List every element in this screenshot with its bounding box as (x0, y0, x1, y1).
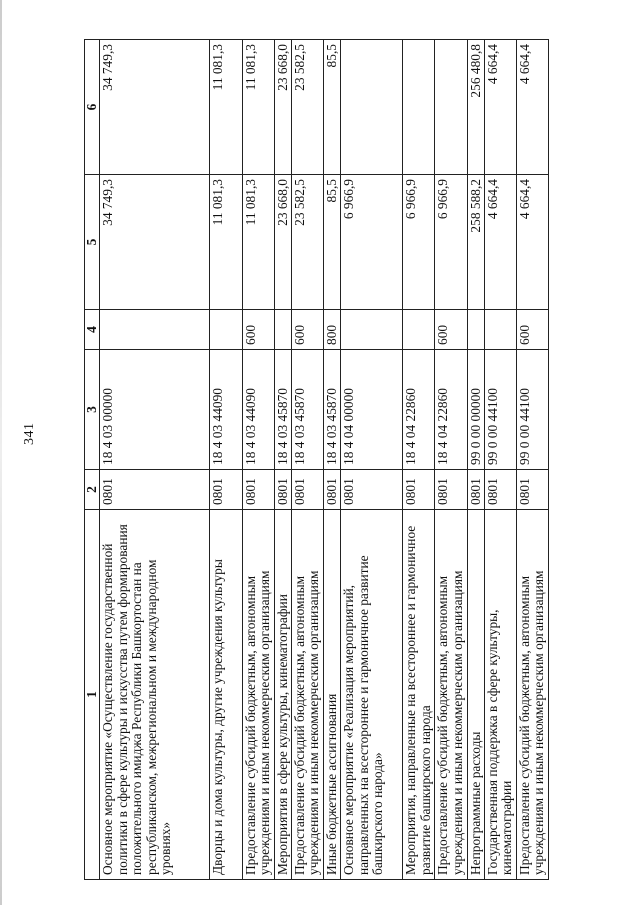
row-target-code: 99 0 00 00000 (467, 350, 484, 470)
row-value-5: 85,5 (323, 175, 340, 310)
row-expense-type: 600 (242, 310, 274, 350)
row-section: 0801 (242, 470, 274, 510)
row-target-code: 18 4 03 00000 (100, 350, 210, 470)
row-value-6 (403, 40, 435, 175)
scan-edge (0, 0, 2, 905)
table-row (242, 40, 274, 880)
header-col-5: 5 (85, 175, 100, 310)
header-col-4: 4 (85, 310, 100, 350)
row-section: 0801 (467, 470, 484, 510)
row-name: Непрограммные расходы (467, 510, 484, 880)
row-name: Мероприятия, направленные на всестороннее и гармоничное развитие башкирского народа (403, 510, 435, 880)
row-section: 0801 (341, 470, 403, 510)
row-expense-type (484, 310, 516, 350)
row-section: 0801 (516, 470, 548, 510)
row-expense-type (274, 310, 291, 350)
table-row (323, 40, 340, 880)
row-value-6 (435, 40, 467, 175)
row-name: Государственная поддержка в сфере культуры, кинематографии (484, 510, 516, 880)
row-value-6: 256 480,8 (467, 40, 484, 175)
row-section: 0801 (435, 470, 467, 510)
table-row (100, 40, 210, 880)
header-col-1: 1 (85, 510, 100, 880)
row-value-5: 6 966,9 (341, 175, 403, 310)
row-value-6: 23 668,0 (274, 40, 291, 175)
row-target-code: 18 4 03 45870 (291, 350, 323, 470)
header-col-6: 6 (85, 40, 100, 175)
table-row (435, 40, 467, 880)
row-value-5: 258 588,2 (467, 175, 484, 310)
row-value-6: 11 081,3 (242, 40, 274, 175)
row-section: 0801 (291, 470, 323, 510)
row-expense-type: 600 (516, 310, 548, 350)
row-value-6: 34 749,3 (100, 40, 210, 175)
row-target-code: 18 4 03 44090 (242, 350, 274, 470)
row-value-5: 11 081,3 (242, 175, 274, 310)
row-value-6: 85,5 (323, 40, 340, 175)
table-row (210, 40, 242, 880)
row-name: Дворцы и дома культуры, другие учреждения культуры (210, 510, 242, 880)
row-target-code: 18 4 04 00000 (341, 350, 403, 470)
row-target-code: 18 4 03 45870 (323, 350, 340, 470)
row-expense-type: 600 (435, 310, 467, 350)
page-number: 341 (22, 422, 37, 445)
row-section: 0801 (100, 470, 210, 510)
row-value-5: 23 582,5 (291, 175, 323, 310)
row-name: Основное мероприятие «Реализация мероприятий, направленных на всестороннее и гармоничное развитие башкирского народа» (341, 510, 403, 880)
header-row (85, 40, 100, 880)
row-section: 0801 (323, 470, 340, 510)
row-value-5: 23 668,0 (274, 175, 291, 310)
row-value-5: 11 081,3 (210, 175, 242, 310)
row-target-code: 18 4 04 22860 (435, 350, 467, 470)
row-name: Предоставление субсидий бюджетным, автономным учреждениям и иным некоммерческим организациям (242, 510, 274, 880)
row-expense-type (100, 310, 210, 350)
rotated-table-wrapper (84, 40, 549, 880)
row-value-5: 4 664,4 (516, 175, 548, 310)
table-row (516, 40, 548, 880)
row-expense-type (403, 310, 435, 350)
table-row (291, 40, 323, 880)
row-value-6: 11 081,3 (210, 40, 242, 175)
table-row (341, 40, 403, 880)
row-target-code: 99 0 00 44100 (516, 350, 548, 470)
row-value-5: 34 749,3 (100, 175, 210, 310)
row-section: 0801 (484, 470, 516, 510)
row-name: Основное мероприятие «Осуществление государственной политики в сфере культуры и искусства путем формирования положительного имиджа Республики Башкортостан на республиканском, межрегиональном и международном уровнях» (100, 510, 210, 880)
row-name: Предоставление субсидий бюджетным, автономным учреждениям и иным некоммерческим организациям (435, 510, 467, 880)
row-name: Предоставление субсидий бюджетным, автономным учреждениям и иным некоммерческим организациям (516, 510, 548, 880)
row-expense-type: 600 (291, 310, 323, 350)
table-row (403, 40, 435, 880)
row-target-code: 99 0 00 44100 (484, 350, 516, 470)
row-section: 0801 (403, 470, 435, 510)
row-value-6: 4 664,4 (516, 40, 548, 175)
row-target-code: 18 4 03 45870 (274, 350, 291, 470)
row-name: Иные бюджетные ассигнования (323, 510, 340, 880)
header-col-3: 3 (85, 350, 100, 470)
budget-table (84, 39, 549, 880)
row-value-6: 23 582,5 (291, 40, 323, 175)
row-section: 0801 (210, 470, 242, 510)
row-value-6 (341, 40, 403, 175)
table-row (484, 40, 516, 880)
row-value-5: 6 966,9 (435, 175, 467, 310)
row-target-code: 18 4 04 22860 (403, 350, 435, 470)
table-row (467, 40, 484, 880)
row-expense-type (341, 310, 403, 350)
row-expense-type (210, 310, 242, 350)
table-row (274, 40, 291, 880)
row-target-code: 18 4 03 44090 (210, 350, 242, 470)
row-name: Мероприятия в сфере культуры, кинематографии (274, 510, 291, 880)
row-value-5: 4 664,4 (484, 175, 516, 310)
row-section: 0801 (274, 470, 291, 510)
row-expense-type: 800 (323, 310, 340, 350)
header-col-2: 2 (85, 470, 100, 510)
row-value-6: 4 664,4 (484, 40, 516, 175)
row-value-5: 6 966,9 (403, 175, 435, 310)
row-name: Предоставление субсидий бюджетным, автономным учреждениям и иным некоммерческим организациям (291, 510, 323, 880)
row-expense-type (467, 310, 484, 350)
